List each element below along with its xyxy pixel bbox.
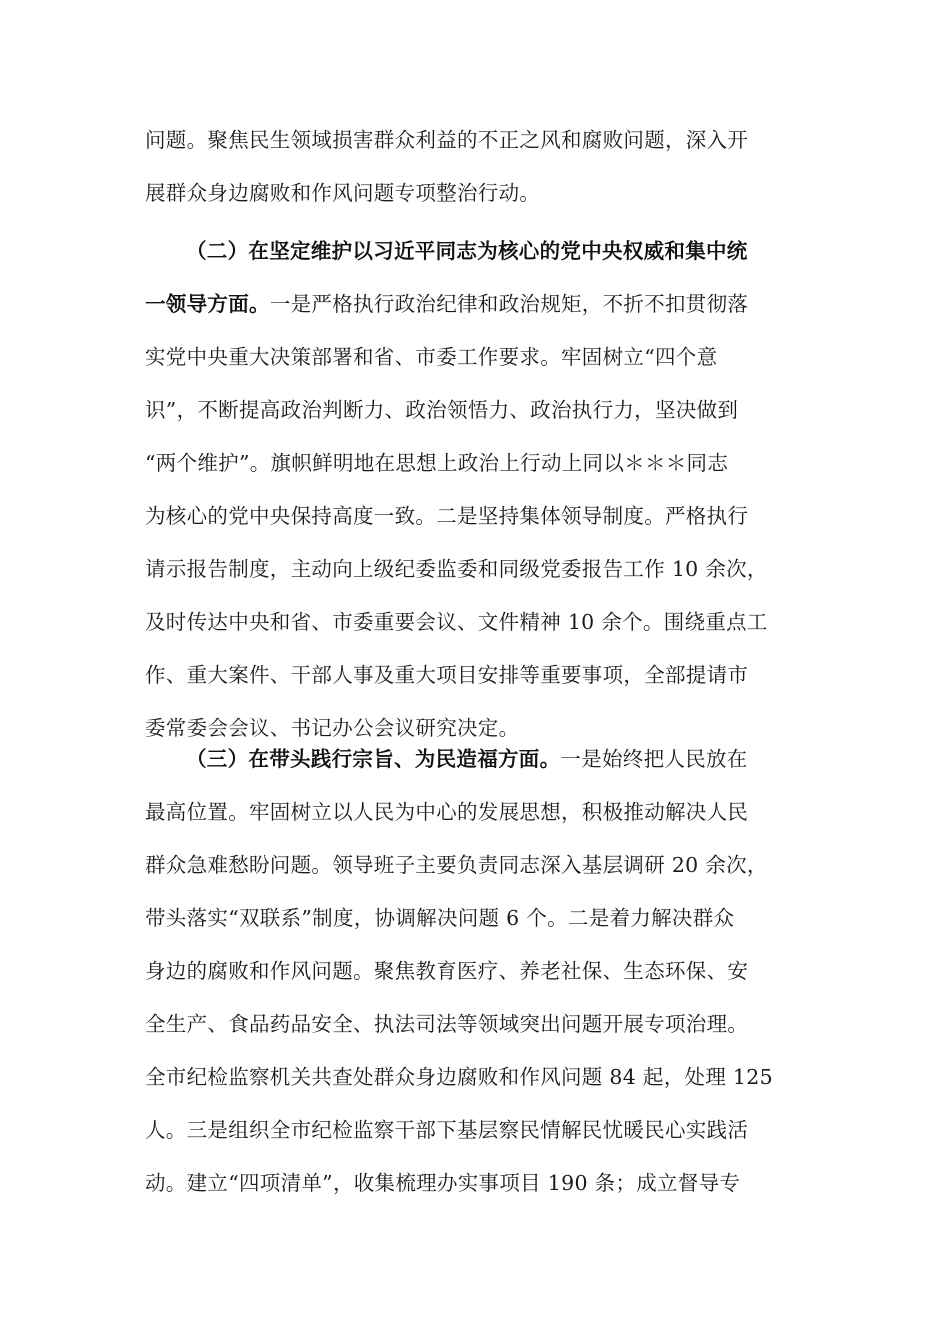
- line-text: 身边的腐败和作风问题。聚焦教育医疗、养老社保、生态环保、安: [145, 959, 749, 983]
- text-line: [145, 331, 809, 384]
- text-line: [145, 167, 809, 220]
- text-line: [145, 1104, 809, 1157]
- section-heading: 一领导方面。: [145, 292, 270, 316]
- line-text: 问题。聚焦民生领域损害群众利益的不正之风和腐败问题，深入开: [145, 128, 749, 152]
- text-line: [145, 437, 809, 490]
- line-text: 及时传达中央和省、市委重要会议、文件精神 10 余个。围绕重点工: [145, 610, 768, 634]
- text-line: [145, 1051, 809, 1104]
- text-line: [145, 998, 809, 1051]
- text-line: [145, 114, 809, 167]
- text-line: [145, 733, 809, 786]
- line-text: 全市纪检监察机关共查处群众身边腐败和作风问题 84 起，处理 125: [145, 1065, 773, 1089]
- text-line: [145, 278, 809, 331]
- line-text: 请示报告制度，主动向上级纪委监委和同级党委报告工作 10 余次，: [145, 557, 768, 581]
- line-text: 作、重大案件、干部人事及重大项目安排等重要事项，全部提请市: [145, 663, 749, 687]
- body-text: 一是严格执行政治纪律和政治规矩，不折不扣贯彻落: [269, 292, 749, 316]
- text-line: [145, 225, 809, 278]
- section-heading: （三）在带头践行宗旨、为民造福方面。: [186, 747, 561, 771]
- text-line: [145, 1157, 809, 1210]
- text-line: [145, 490, 809, 543]
- line-text: 委常委会会议、书记办公会议研究决定。: [145, 716, 520, 740]
- line-text: 人。三是组织全市纪检监察干部下基层察民情解民忧暖民心实践活: [145, 1118, 749, 1142]
- section-heading: （二）在坚定维护以习近平同志为核心的党中央权威和集中统: [186, 239, 748, 263]
- paragraph-section-2: [145, 225, 809, 755]
- text-line: [145, 892, 809, 945]
- line-text: “两个维护”。旗帜鲜明地在思想上政治上行动上同以＊＊＊同志: [145, 451, 729, 475]
- paragraph-section-3: [145, 733, 809, 1210]
- line-text: 为核心的党中央保持高度一致。二是坚持集体领导制度。严格执行: [145, 504, 749, 528]
- text-line: [145, 543, 809, 596]
- paragraph-intro-continuation: [145, 114, 809, 220]
- body-text: 一是始终把人民放在: [560, 747, 748, 771]
- line-text: [145, 278, 748, 331]
- line-text: 动。建立“四项清单”，收集梳理办实事项目 190 条；成立督导专: [145, 1171, 741, 1195]
- text-line: [145, 384, 809, 437]
- text-line: [145, 839, 809, 892]
- text-line: [145, 945, 809, 998]
- line-text: [186, 733, 748, 786]
- line-text: 识”，不断提高政治判断力、政治领悟力、政治执行力，坚决做到: [145, 398, 739, 422]
- line-text: 实党中央重大决策部署和省、市委工作要求。牢固树立“四个意: [145, 345, 718, 369]
- line-text: 带头落实“双联系”制度，协调解决问题 6 个。二是着力解决群众: [145, 906, 735, 930]
- text-line: [145, 786, 809, 839]
- line-text: 全生产、食品药品安全、执法司法等领域突出问题开展专项治理。: [145, 1012, 749, 1036]
- text-line: [145, 596, 809, 649]
- line-text: 最高位置。牢固树立以人民为中心的发展思想，积极推动解决人民: [145, 800, 749, 824]
- line-text: 群众急难愁盼问题。领导班子主要负责同志深入基层调研 20 余次，: [145, 853, 768, 877]
- line-text: 展群众身边腐败和作风问题专项整治行动。: [145, 181, 541, 205]
- text-line: [145, 649, 809, 702]
